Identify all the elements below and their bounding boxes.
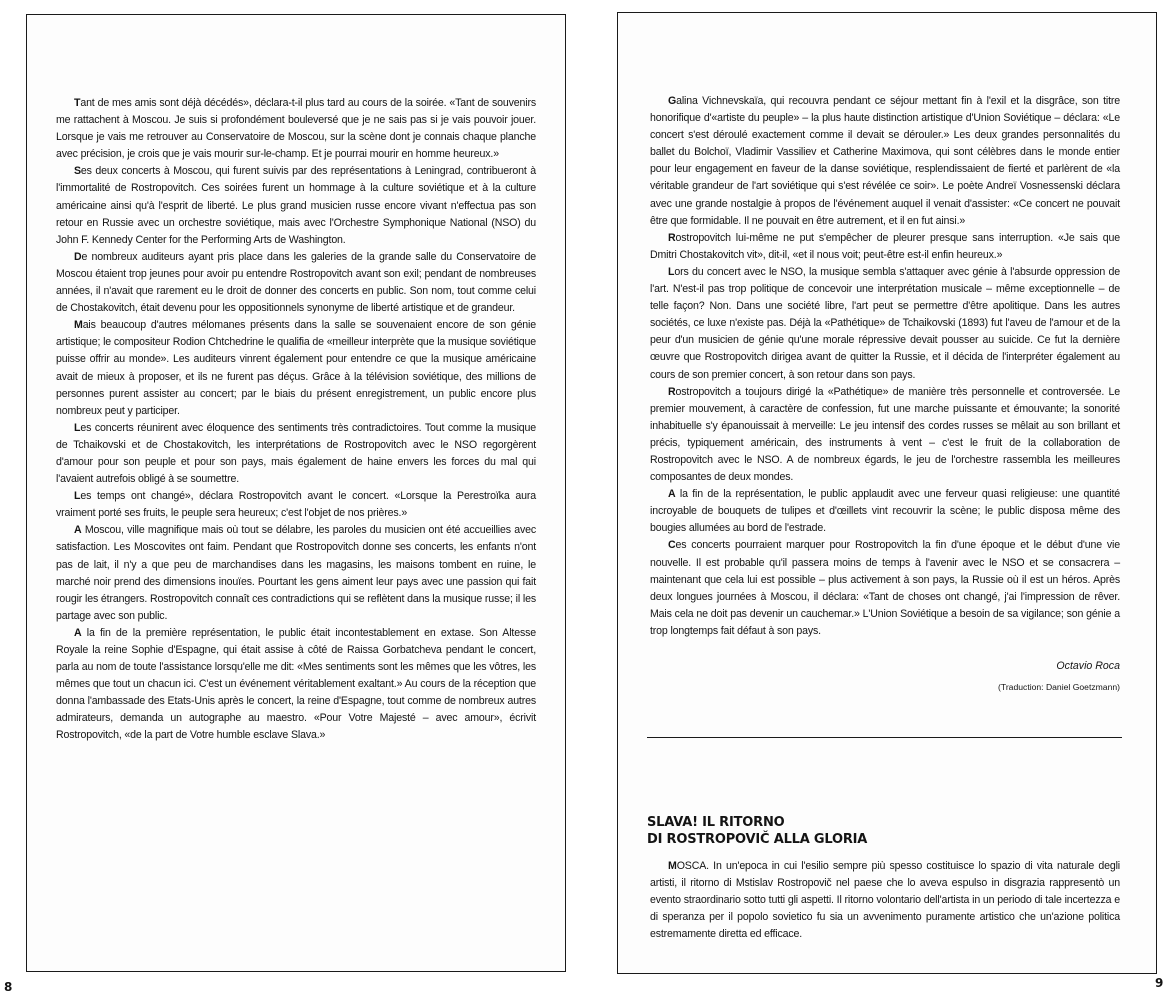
paragraph: MOSCA. In un'epoca in cui l'esilio sempre più spesso costituisce lo spazio di vita naturale degli artisti, il ritorno di Mstislav Rostropovič nel paese che lo aveva espulso in disgrazia rappresentò un evento straordinario sotto tutti gli aspetti. Il ritorno volontario dell'artista in un periodo di tale incertezza e di speranza per il popolo sovietico fu sia un avvenimento puramente artistico che un'azione politica estremamente diretta ed efficace. bbox=[650, 860, 1120, 941]
paragraph: Ces concerts pourraient marquer pour Rostropovitch la fin d'une époque et le début d'une vie nouvelle. Il est probable qu'il passera moins de temps à l'avenir avec le NSO et se consacrera – maintenant que cela lui est possible – plus activement à son pays, la Russie où il est un héros. Après deux longues journées à Moscou, il déclara: «Tant de choses ont changé, j'ai l'impression de rêver. Mais cela ne doit pas devenir un cauchemar.» L'Union Soviétique a besoin de sa vigilance; son génie a trop longtemps fait défaut à son pays. bbox=[650, 539, 1120, 637]
italian-section-body bbox=[650, 858, 1120, 943]
paragraph: Les temps ont changé», déclara Rostropovitch avant le concert. «Lorsque la Perestroïka aura vraiment porté ses fruits, le peuple sera heureux; c'est l'objet de nos prières.» bbox=[56, 490, 536, 520]
paragraph: Ses deux concerts à Moscou, qui furent suivis par des représentations à Leningrad, contribueront à l'immortalité de Rostropovitch. Ces soirées furent un hommage à la culture soviétique et à la culture américaine ainsi qu'à l'esprit de liberté. Le plus grand musicien russe encore vivant n'effectua pas son retour en Russie avec un orchestre soviétique, mais avec l'Orchestre Symphonique National (NSO) du John F. Kennedy Center for the Performing Arts de Washington. bbox=[56, 165, 536, 246]
right-page-body bbox=[650, 93, 1120, 640]
left-page-body bbox=[56, 95, 536, 745]
paragraph: A la fin de la première représentation, le public était incontestablement en extase. Son Altesse Royale la reine Sophie d'Espagne, qui était assise à côté de Raissa Gorbatcheva pendant le concert, parla au nom de toute l'assistance lorsqu'elle me dit: «Mes sentiments sont les mêmes que les vôtres, les mêmes que tout un chacun ici. C'est un événement véritablement exaltant.» Au cours de la réception que donna l'ambassade des Etats-Unis après le concert, la reine d'Espagne, tout comme de nombreux autres admirateurs, demanda un autographe au maestro. «Pour Votre Majesté – avec amour», écrivit Rostropovitch, «de la part de Votre humble esclave Slava.» bbox=[56, 626, 536, 742]
italian-section-heading bbox=[647, 814, 1067, 848]
author-signature: Octavio Roca bbox=[1056, 660, 1120, 672]
paragraph: A la fin de la représentation, le public applaudit avec une ferveur quasi religieuse: une quantité incroyable de bouquets de tulipes et d'œillets vint recouvrir la scène; le public disposa même des bougies allumées au bord de l'estrade. bbox=[650, 488, 1120, 535]
page-number-left: 8 bbox=[4, 980, 13, 994]
paragraph: Mais beaucoup d'autres mélomanes présents dans la salle se souvenaient encore de son génie artistique; le compositeur Rodion Chtchedrine le qualifia de «meilleur interprète que la musique soviétique puisse offrir au monde». Les auditeurs vinrent également pour entendre ce que la musique américaine avait de mieux à proposer, et ils ne furent pas déçus. Grâce à la télévision soviétique, des millions de personnes purent assister au concert; par le biais du présent enregistrement, un public encore plus nombreux peut y participer. bbox=[56, 319, 536, 417]
section-divider bbox=[647, 737, 1122, 738]
paragraph: Galina Vichnevskaïa, qui recouvra pendant ce séjour mettant fin à l'exil et la disgrâce, son titre honorifique d'«artiste du peuple» – la plus haute distinction artistique d'Union Soviétique – déclara: «Le concert s'est déroulé exactement comme il devait se dérouler.» Les deux grandes personnalités du ballet du Bolchoï, Vladimir Vassiliev et Catherine Maximova, qui sont célèbres dans le monde entier pour leur engagement en faveur de la danse soviétique, resplendissaient de fierté et parlèrent de «la véritable grandeur de l'art soviétique qui s'est révélée ce soir». Le poète Andreï Vosnessenski déclara avec une grande nostalgie à propos de l'événement auquel il venait d'assister: «Ce concert ne pouvait être que formidable. Il ne pouvait en être autrement, et il en fut ainsi.» bbox=[650, 95, 1120, 227]
paragraph: Tant de mes amis sont déjà décédés», déclara-t-il plus tard au cours de la soirée. «Tant de souvenirs me rattachent à Moscou. Je suis si profondément bouleversé que je ne sais pas si je vais pouvoir jouer. Lorsque je vais me retrouver au Conservatoire de Moscou, sur la scène dont je connais chaque planche avec précision, je crois que je vais mourir sur-le-champ. Et je pourrai mourir en homme heureux.» bbox=[56, 97, 536, 161]
paragraph: De nombreux auditeurs ayant pris place dans les galeries de la grande salle du Conservatoire de Moscou étaient trop jeunes pour avoir pu entendre Rostropovitch avant son exil; pendant de nombreuses années, il n'avait que rarement eu le droit de donner des concerts en public. Son nom, tout comme celui de Chostakovitch, était devenu pour les oppositionnels synonyme de liberté artistique et de grandeur. bbox=[56, 250, 536, 315]
translator-credit: (Traduction: Daniel Goetzmann) bbox=[998, 682, 1120, 692]
paragraph: Lors du concert avec le NSO, la musique sembla s'attaquer avec génie à l'absurde oppression de l'art. N'est-il pas trop politique de concevoir une interprétation musicale – même exceptionnelle – de telle façon? Non. Dans une société libre, l'art peut se permettre d'être apolitique. Dans les autres sociétés, ce luxe n'existe pas. Déjà la «Pathétique» de Tchaikovski (1893) fut l'aveu de l'amour et de la peur d'un musicien de génie qu'une morale répressive devait pousser au suicide. Ce fut la dernière œuvre que Rostropovitch dirigea avant de quitter la Russie, et il décida de l'interpréter également au cours de son premier concert, à son retour dans son pays. bbox=[650, 265, 1120, 381]
page-number-right: 9 bbox=[1155, 976, 1164, 990]
paragraph: A Moscou, ville magnifique mais où tout se délabre, les paroles du musicien ont été accueillies avec satisfaction. Les Moscovites ont faim. Pendant que Rostropovitch donne ses concerts, les enfants n'ont pas de lait, il n'y a que peu de marchandises dans les magasins, les maisons tombent en ruine, le marché noir prend des dimensions inouïes. Pourtant les gens aiment leur pays avec une passion qui fait rougir les étrangers. Rostropovitch connaît ces contradictions qui se reflètent dans la musique russe; il les partage avec son public. bbox=[56, 524, 536, 622]
paragraph: Rostropovitch lui-même ne put s'empêcher de pleurer presque sans interruption. «Je sais que Dmitri Chostakovitch vit», dit-il, «et il nous voit; peut-être est-il enfin heureux.» bbox=[650, 231, 1120, 261]
paragraph: Les concerts réunirent avec éloquence des sentiments très contradictoires. Tout comme la musique de Tchaikovski et de Chostakovitch, les interprétations de Rostropovitch avec le NSO regorgèrent d'amour pour son peuple et pour son pays, mais également de haine envers les forces du mal qui l'avaient autrefois obligé à se soumettre. bbox=[56, 421, 536, 486]
heading-line-2: DI ROSTROPOVIČ ALLA GLORIA bbox=[647, 832, 868, 847]
paragraph: Rostropovitch a toujours dirigé la «Pathétique» de manière très personnelle et controversée. Le premier mouvement, à caractère de confession, fut une marche puissante et émouvante; la sonorité inhabituelle s'y épanouissait à merveille: Le jeu intensif des cordes russes se mêlait au son brillant et précis, typiquement américain, des instruments à vent – c'est le fruit de la collaboration de Rostropovitch avec le NSO. A de nombreux égards, le jeu de l'orchestre rassembla les meilleures composantes de deux mondes. bbox=[650, 385, 1120, 484]
heading-line-1: SLAVA! IL RITORNO bbox=[647, 815, 785, 830]
